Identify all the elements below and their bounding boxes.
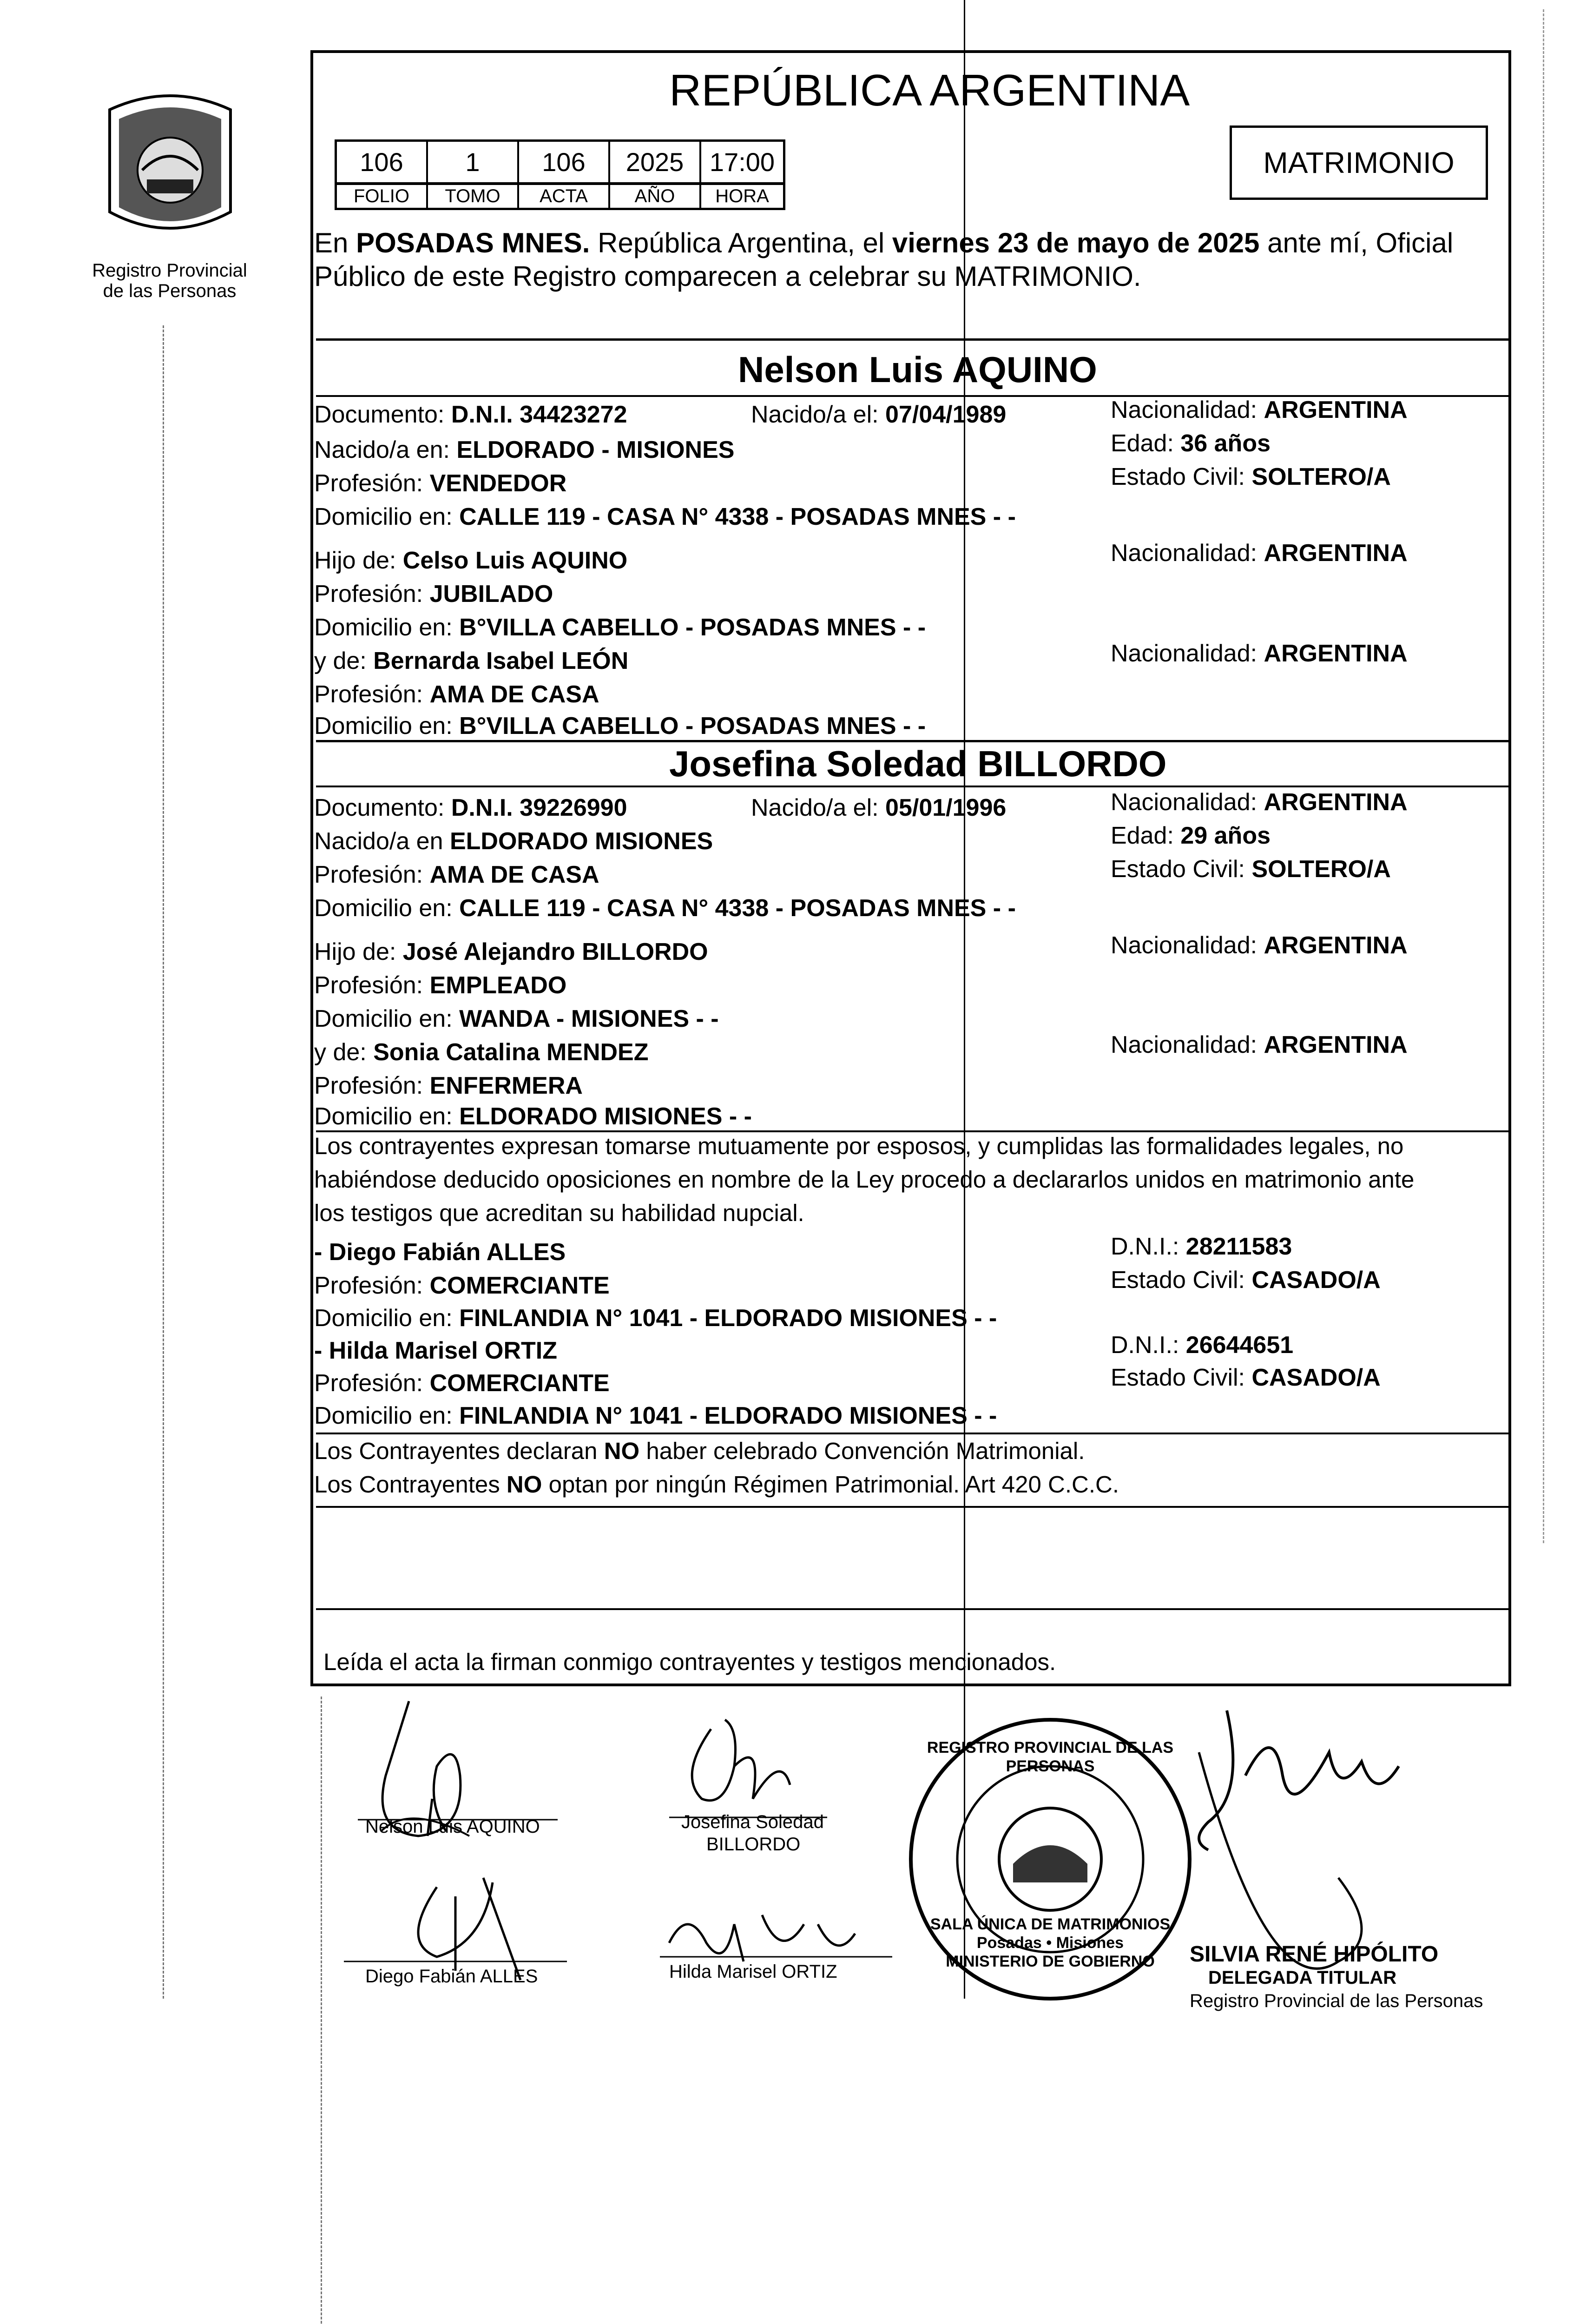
intro-text-a: En	[314, 227, 356, 258]
value: CALLE 119 - CASA N° 4338 - POSADAS MNES - -	[459, 895, 1016, 922]
seal-city-text: Posadas • Misiones	[976, 1934, 1124, 1952]
witness2-dni	[1111, 1331, 1293, 1359]
value: CASADO/A	[1251, 1364, 1381, 1391]
margin-dotted-line	[163, 325, 164, 1999]
label: Nacionalidad:	[1111, 640, 1264, 667]
value: ARGENTINA	[1264, 789, 1408, 816]
value: ARGENTINA	[1264, 932, 1408, 959]
spouse1-father	[314, 547, 627, 574]
value: WANDA - MISIONES - -	[459, 1005, 719, 1032]
divider	[316, 1433, 1511, 1434]
witness2-address	[314, 1402, 997, 1430]
value: ENFERMERA	[429, 1072, 583, 1099]
text: haber celebrado Convención Matrimonial.	[639, 1438, 1085, 1464]
spouse1-father-address	[314, 614, 926, 641]
declaration-line1: Los contrayentes expresan tomarse mutuamente por esposos, y cumplidas las formalidades legales, no	[314, 1133, 1404, 1159]
seal-caption	[70, 260, 270, 301]
label: Nacionalidad:	[1111, 396, 1264, 423]
label: Nacido/a el:	[751, 794, 886, 821]
label: Profesión:	[314, 1072, 430, 1099]
spouse1-father-nationality	[1111, 539, 1408, 567]
spouse1-age	[1111, 429, 1271, 457]
value: SOLTERO/A	[1251, 463, 1391, 490]
note-convention	[314, 1437, 1085, 1465]
label: Nacionalidad:	[1111, 932, 1264, 959]
label: Nacido/a en	[314, 828, 450, 855]
value: ARGENTINA	[1264, 640, 1408, 667]
value: 05/01/1996	[885, 794, 1007, 821]
emph: NO	[506, 1471, 542, 1498]
label: Profesión:	[314, 581, 430, 607]
label: Edad:	[1111, 822, 1181, 849]
spouse2-nationality	[1111, 788, 1408, 816]
value: COMERCIANTE	[429, 1272, 610, 1299]
label: Hijo de:	[314, 938, 403, 965]
record-number-box	[335, 139, 785, 185]
signature-caption-diego: Diego Fabián ALLES	[365, 1966, 538, 1987]
label: y de:	[314, 647, 374, 674]
spouse2-mother-nationality	[1111, 1031, 1408, 1059]
text: optan por ningún Régimen Patrimonial. Art 420 C.C.C.	[542, 1471, 1119, 1498]
spouse1-mother-nationality	[1111, 640, 1408, 667]
spouse1-birthplace	[314, 436, 734, 464]
label: Profesión:	[314, 1272, 430, 1299]
label: Documento:	[314, 794, 451, 821]
witness1-address	[314, 1304, 997, 1332]
tomo-value: 1	[428, 142, 519, 183]
divider	[316, 1608, 1511, 1610]
value: EMPLEADO	[429, 972, 567, 999]
label: Domicilio en:	[314, 713, 460, 739]
witness1-dni	[1111, 1233, 1292, 1261]
intro-text-b: República Argentina, el	[590, 227, 892, 258]
value: AMA DE CASA	[429, 861, 599, 888]
label: Documento:	[314, 401, 451, 428]
divider	[316, 1506, 1511, 1508]
spouse2-father	[314, 938, 708, 966]
spouse2-mother	[314, 1038, 649, 1066]
spouse2-age	[1111, 822, 1271, 850]
witness1-name: - Diego Fabián ALLES	[314, 1239, 566, 1266]
label: Estado Civil:	[1111, 1364, 1252, 1391]
label: D.N.I.:	[1111, 1233, 1186, 1260]
label: Profesión:	[314, 861, 430, 888]
value: JUBILADO	[429, 581, 553, 607]
value: Sonia Catalina MENDEZ	[373, 1039, 649, 1066]
spouse2-civil-status	[1111, 855, 1391, 883]
record-label-box	[335, 182, 785, 210]
intro-text-c: ante mí, Oficial	[1259, 227, 1454, 258]
spouse2-father-address	[314, 1005, 719, 1033]
acta-label: ACTA	[519, 185, 610, 208]
label: D.N.I.:	[1111, 1332, 1186, 1359]
value: VENDEDOR	[429, 470, 567, 497]
spouse2-mother-profession	[314, 1072, 583, 1100]
label: Domicilio en:	[314, 614, 460, 641]
value: D.N.I. 34423272	[451, 401, 627, 428]
label: Edad:	[1111, 430, 1181, 457]
label: Domicilio en:	[314, 1005, 460, 1032]
spouse1-profession	[314, 469, 566, 497]
value: ELDORADO MISIONES	[449, 828, 713, 855]
official-role: DELEGADA TITULAR	[1208, 1967, 1397, 1988]
declaration-line3: los testigos que acreditan su habilidad nupcial.	[314, 1200, 804, 1226]
value: Bernarda Isabel LEÓN	[373, 647, 629, 674]
value: 26644651	[1185, 1332, 1294, 1359]
value: B°VILLA CABELLO - POSADAS MNES - -	[459, 713, 926, 739]
act-type-box	[1230, 125, 1488, 200]
label: Domicilio en:	[314, 1103, 460, 1130]
value: Celso Luis AQUINO	[402, 547, 628, 574]
label: Nacionalidad:	[1111, 789, 1264, 816]
spouse1-name: Nelson Luis AQUINO	[738, 349, 1097, 390]
seal-caption-line1: Registro Provincial	[92, 260, 247, 281]
folio-label: FOLIO	[337, 185, 428, 208]
hour-value: 17:00	[709, 147, 775, 177]
label: Nacido/a el:	[751, 401, 886, 428]
text: Los Contrayentes	[314, 1471, 507, 1498]
divider	[316, 786, 1511, 787]
seal-bottom-text: MINISTERIO DE GOBIERNO	[946, 1953, 1155, 1970]
spouse1-civil-status	[1111, 463, 1391, 491]
hour-label: HORA	[715, 186, 769, 206]
value: SOLTERO/A	[1251, 856, 1391, 883]
year-label: AÑO	[610, 185, 701, 208]
spouse1-father-profession	[314, 580, 553, 608]
value: D.N.I. 39226990	[451, 794, 627, 821]
witness2-civil-status	[1111, 1364, 1381, 1392]
spouse1-birthdate	[751, 401, 1006, 429]
tomo-label: TOMO	[428, 185, 519, 208]
seal-outer-text: REGISTRO PROVINCIAL DE LAS PERSONAS	[927, 1739, 1174, 1775]
witness2-name: - Hilda Marisel ORTIZ	[314, 1337, 557, 1364]
label: Profesión:	[314, 470, 430, 497]
value: ARGENTINA	[1264, 540, 1408, 567]
value: ELDORADO MISIONES - -	[459, 1103, 752, 1130]
label: Hijo de:	[314, 547, 403, 574]
folio-value: 106	[337, 142, 428, 183]
spouse1-address	[314, 503, 1016, 531]
spouse1-nationality	[1111, 396, 1408, 424]
label: Estado Civil:	[1111, 856, 1252, 883]
label: Nacionalidad:	[1111, 540, 1264, 567]
label: Domicilio en:	[314, 1305, 460, 1332]
value: 36 años	[1180, 430, 1271, 457]
right-margin-marks	[1543, 9, 1544, 1543]
spouse1-mother	[314, 647, 628, 675]
acta-value: 106	[519, 142, 610, 183]
spouse2-address	[314, 894, 1016, 922]
spouse2-birthplace	[314, 827, 713, 855]
label: Nacido/a en:	[314, 436, 457, 463]
closing-statement: Leída el acta la firman conmigo contrayentes y testigos mencionados.	[323, 1649, 1056, 1675]
label: Domicilio en:	[314, 503, 460, 530]
year-value: 2025	[610, 142, 701, 183]
official-seal-text	[920, 1738, 1180, 1971]
act-type: MATRIMONIO	[1263, 146, 1455, 179]
spouse2-document	[314, 794, 627, 822]
official-office: Registro Provincial de las Personas	[1190, 1991, 1483, 2011]
spouse2-father-nationality	[1111, 931, 1408, 959]
value: ARGENTINA	[1264, 1031, 1408, 1058]
spouse2-mother-address	[314, 1103, 752, 1130]
declaration-line2: habiéndose deducido oposiciones en nombre de la Ley procedo a declararlos unidos en matrimonio ante	[314, 1166, 1415, 1193]
witness1-profession	[314, 1272, 610, 1300]
intro-line2: Público de este Registro comparecen a celebrar su MATRIMONIO.	[314, 261, 1141, 292]
intro-place: POSADAS MNES.	[356, 227, 590, 258]
label: y de:	[314, 1039, 374, 1066]
value: B°VILLA CABELLO - POSADAS MNES - -	[459, 614, 926, 641]
value: FINLANDIA N° 1041 - ELDORADO MISIONES - -	[459, 1305, 997, 1332]
label: Domicilio en:	[314, 1402, 460, 1429]
label: Estado Civil:	[1111, 1267, 1252, 1294]
spouse2-birthdate	[751, 794, 1006, 822]
label: Nacionalidad:	[1111, 1031, 1264, 1058]
value: AMA DE CASA	[429, 681, 599, 708]
divider	[316, 740, 1511, 742]
value: 07/04/1989	[885, 401, 1007, 428]
spouse1-mother-profession	[314, 680, 599, 708]
label: Profesión:	[314, 1370, 430, 1397]
intro-date: viernes 23 de mayo de 2025	[892, 227, 1260, 258]
value: FINLANDIA N° 1041 - ELDORADO MISIONES - -	[459, 1402, 997, 1429]
document-title: REPÚBLICA ARGENTINA	[669, 66, 1190, 115]
official-name: SILVIA RENÉ HIPÓLITO	[1190, 1942, 1439, 1967]
provincial-seal	[91, 91, 249, 258]
signature-caption-nelson: Nelson Luis AQUINO	[365, 1816, 540, 1837]
label: Profesión:	[314, 972, 430, 999]
text: Los Contrayentes declaran	[314, 1438, 604, 1464]
divider	[316, 338, 1511, 341]
seal-caption-line2: de las Personas	[103, 281, 237, 301]
value: ARGENTINA	[1264, 396, 1408, 423]
signature-caption-josefina-1: Josefina Soledad	[681, 1812, 824, 1832]
label: Domicilio en:	[314, 895, 460, 922]
value: COMERCIANTE	[429, 1370, 610, 1397]
spouse1-document	[314, 401, 627, 429]
spouse2-father-profession	[314, 971, 566, 999]
value: 28211583	[1185, 1233, 1292, 1260]
value: CASADO/A	[1251, 1267, 1381, 1294]
emph: NO	[604, 1438, 640, 1464]
official-stamp	[1190, 1943, 1483, 2013]
label: Profesión:	[314, 681, 430, 708]
value: ELDORADO - MISIONES	[456, 436, 735, 463]
witness1-civil-status	[1111, 1266, 1381, 1294]
value: José Alejandro BILLORDO	[402, 938, 708, 965]
intro-line1	[314, 227, 1453, 259]
spouse2-profession	[314, 861, 599, 889]
value: 29 años	[1180, 822, 1271, 849]
label: Estado Civil:	[1111, 463, 1252, 490]
seal-inner-text: SALA ÚNICA DE MATRIMONIOS	[930, 1915, 1171, 1933]
spouse2-name: Josefina Soledad BILLORDO	[669, 743, 1167, 784]
value: CALLE 119 - CASA N° 4338 - POSADAS MNES - -	[459, 503, 1016, 530]
signature-caption-hilda: Hilda Marisel ORTIZ	[669, 1961, 837, 1982]
spouse1-mother-address	[314, 712, 926, 740]
witness2-profession	[314, 1369, 610, 1397]
note-regime	[314, 1471, 1119, 1498]
signature-caption-josefina-2: BILLORDO	[706, 1834, 801, 1855]
